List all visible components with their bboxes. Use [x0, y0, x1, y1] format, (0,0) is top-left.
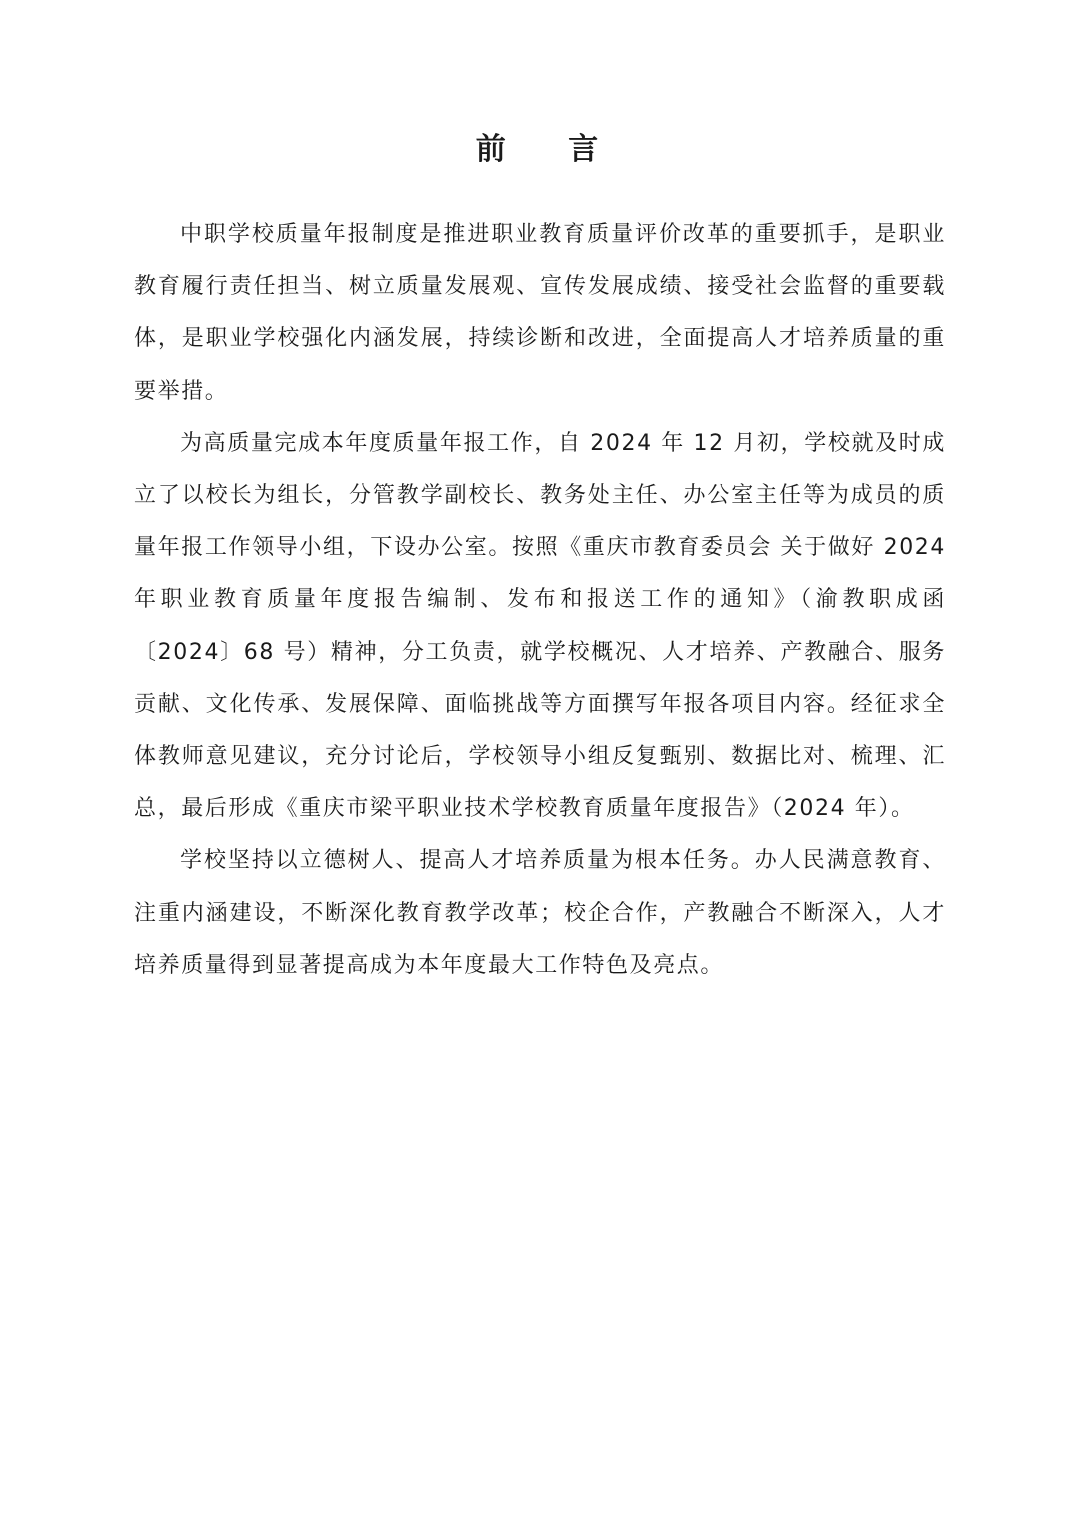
- paragraph-3: 学校坚持以立德树人、提高人才培养质量为根本任务。办人民满意教育、注重内涵建设，不断深化教育教学改革；校企合作，产教融合不断深入，人才培养质量得到显著提高成为本年度最大工作特色及亮点。: [134, 848, 946, 978]
- preface-body: [134, 209, 946, 992]
- page-title: 前 言: [475, 132, 625, 167]
- paragraph-2: 为高质量完成本年度质量年报工作，自 2024 年 12 月初，学校就及时成立了以校长为组长，分管教学副校长、教务处主任、办公室主任等为成员的质量年报工作领导小组，下设办公室。按照《重庆市教育委员会 关于做好 2024 年职业教育质量年度报告编制、发布和报送工作的通知》（渝教职成函〔2024〕68 号）精神，分工负责，就学校概况、人才培养、产教融合、服务贡献、文化传承、发展保障、面临挑战等方面撰写年报各项目内容。经征求全体教师意见建议，充分讨论后，学校领导小组反复甄别、数据比对、梳理、汇总，最后形成《重庆市梁平职业技术学校教育质量年度报告》（2024 年）。: [134, 430, 946, 822]
- paragraph-1: 中职学校质量年报制度是推进职业教育质量评价改革的重要抓手，是职业教育履行责任担当、树立质量发展观、宣传发展成绩、接受社会监督的重要载体，是职业学校强化内涵发展，持续诊断和改进，全面提高人才培养质量的重要举措。: [134, 222, 946, 404]
